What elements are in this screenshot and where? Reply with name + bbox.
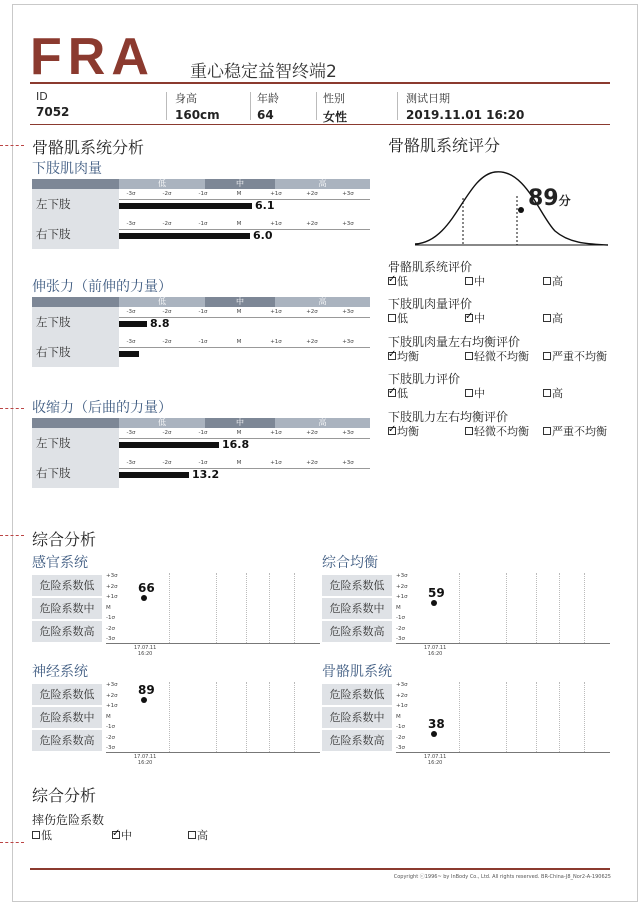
scale-label: 中 bbox=[205, 179, 275, 189]
fall-risk-title: 综合分析 bbox=[32, 786, 97, 805]
grid-line bbox=[216, 573, 217, 643]
bell-curve-chart bbox=[410, 166, 610, 250]
info-height-label: 身高 bbox=[175, 92, 197, 105]
risk-panel bbox=[322, 573, 610, 656]
evaluation-title: 下肢肌力左右均衡评价 bbox=[388, 410, 509, 424]
fall-risk-subtitle: 摔伤危险系数 bbox=[32, 813, 105, 827]
sigma-tick: -3σ bbox=[396, 636, 405, 642]
option-label: 中 bbox=[474, 275, 485, 288]
panel-title: 综合均衡 bbox=[322, 555, 378, 571]
risk-label: 危险系数高 bbox=[32, 621, 102, 642]
date-label bbox=[134, 754, 156, 766]
risk-point bbox=[141, 697, 147, 703]
risk-panel bbox=[32, 573, 320, 656]
header-rule bbox=[30, 82, 610, 84]
info-height bbox=[175, 90, 220, 122]
evaluation-option[interactable] bbox=[465, 423, 529, 439]
row-label: 右下肢 bbox=[32, 458, 119, 488]
checkbox-icon[interactable] bbox=[465, 277, 473, 285]
risk-point bbox=[431, 731, 437, 737]
time-line: 16:20 bbox=[427, 760, 443, 766]
info-sex-label: 性别 bbox=[323, 92, 345, 105]
evaluation-option[interactable] bbox=[465, 310, 485, 326]
checkbox-icon[interactable] bbox=[388, 389, 396, 397]
option-label: 高 bbox=[552, 312, 563, 325]
checkbox-icon[interactable] bbox=[388, 352, 396, 360]
fall-risk-option[interactable] bbox=[112, 827, 132, 843]
tick-label: +1σ bbox=[270, 191, 282, 197]
tick-label: -3σ bbox=[126, 430, 136, 436]
info-id bbox=[36, 90, 69, 119]
scale-label: 低 bbox=[119, 297, 205, 307]
info-date bbox=[406, 90, 524, 122]
tick-label: +1σ bbox=[270, 460, 282, 466]
section-title: 收缩力（后曲的力量） bbox=[32, 400, 172, 416]
bar-table-header bbox=[32, 297, 370, 307]
tick-label: -1σ bbox=[198, 339, 208, 345]
axis-line bbox=[119, 468, 370, 469]
bar bbox=[119, 203, 252, 209]
tick-label: -2σ bbox=[162, 309, 172, 315]
baseline bbox=[106, 643, 320, 644]
fall-risk-option[interactable] bbox=[188, 827, 208, 843]
grid-line bbox=[506, 682, 507, 752]
option-label: 均衡 bbox=[397, 350, 419, 363]
sigma-tick: +1σ bbox=[106, 703, 118, 709]
bar-area bbox=[119, 337, 370, 367]
divider bbox=[397, 92, 398, 120]
evaluation-option[interactable] bbox=[388, 385, 408, 401]
evaluation-option[interactable] bbox=[543, 310, 563, 326]
grid-line bbox=[459, 682, 460, 752]
evaluation-option[interactable] bbox=[388, 273, 408, 289]
bar-table-header bbox=[32, 418, 370, 428]
option-label: 均衡 bbox=[397, 425, 419, 438]
report-subtitle: 重心稳定益智终端2 bbox=[190, 62, 337, 82]
divider bbox=[250, 92, 251, 120]
evaluation-option[interactable] bbox=[465, 348, 529, 364]
risk-label: 危险系数高 bbox=[322, 621, 392, 642]
grid-line bbox=[559, 573, 560, 643]
tick-label: +2σ bbox=[306, 221, 318, 227]
risk-panel bbox=[32, 682, 320, 765]
evaluation-option[interactable] bbox=[465, 273, 485, 289]
option-label: 低 bbox=[397, 387, 408, 400]
scale-label: 中 bbox=[205, 297, 275, 307]
bar-table-header bbox=[32, 179, 370, 189]
scale-label: 高 bbox=[275, 418, 370, 428]
row-label: 左下肢 bbox=[32, 307, 119, 337]
score-title: 骨骼肌系统评分 bbox=[388, 136, 501, 155]
date-label bbox=[424, 645, 446, 657]
sigma-tick: +2σ bbox=[106, 692, 118, 699]
date-line: 17.07.11 bbox=[424, 754, 447, 760]
info-id-value: 7052 bbox=[36, 105, 70, 119]
checkbox-icon[interactable] bbox=[543, 352, 551, 360]
evaluation-option[interactable] bbox=[543, 385, 563, 401]
bar-row bbox=[32, 458, 370, 488]
divider bbox=[166, 92, 167, 120]
risk-label: 危险系数低 bbox=[32, 575, 102, 596]
checkbox-icon[interactable] bbox=[543, 314, 551, 322]
grid-line bbox=[584, 682, 585, 752]
bar-area bbox=[119, 307, 370, 337]
scale-label: 高 bbox=[275, 297, 370, 307]
checkbox-icon[interactable] bbox=[188, 831, 196, 839]
option-label: 高 bbox=[552, 387, 563, 400]
info-age-value: 64 bbox=[257, 108, 274, 122]
option-label: 高 bbox=[552, 275, 563, 288]
grid-line bbox=[294, 682, 295, 752]
sigma-tick: -2σ bbox=[106, 625, 115, 632]
risk-label: 危险系数低 bbox=[32, 684, 102, 705]
bar-table bbox=[32, 179, 370, 249]
tick-label: -2σ bbox=[162, 191, 172, 197]
grid-line bbox=[536, 682, 537, 752]
sigma-tick: -3σ bbox=[396, 745, 405, 751]
option-label: 中 bbox=[121, 829, 132, 842]
baseline bbox=[396, 643, 610, 644]
tick-label: -3σ bbox=[126, 191, 136, 197]
bar-value: 8.8 bbox=[150, 317, 170, 330]
risk-value: 89 bbox=[138, 682, 155, 697]
date-label bbox=[134, 645, 156, 657]
tick-label: +1σ bbox=[270, 221, 282, 227]
sigma-tick: +2σ bbox=[396, 583, 408, 590]
risk-panel bbox=[322, 682, 610, 765]
option-label: 低 bbox=[397, 312, 408, 325]
bar-row bbox=[32, 219, 370, 249]
bar-area bbox=[119, 219, 370, 249]
risk-label: 危险系数高 bbox=[322, 730, 392, 751]
score-unit: 分 bbox=[558, 194, 571, 208]
header-blank bbox=[32, 179, 119, 189]
sigma-tick: M bbox=[396, 604, 401, 611]
risk-point bbox=[141, 595, 147, 601]
risk-label: 危险系数中 bbox=[322, 707, 392, 728]
bar bbox=[119, 442, 219, 448]
checkbox-icon[interactable] bbox=[32, 831, 40, 839]
score-marker bbox=[518, 207, 524, 213]
option-label: 轻微不均衡 bbox=[474, 425, 529, 438]
sigma-tick: -3σ bbox=[106, 745, 115, 751]
tick-label: +3σ bbox=[342, 460, 354, 466]
option-label: 轻微不均衡 bbox=[474, 350, 529, 363]
risk-value: 59 bbox=[428, 585, 445, 600]
option-label: 低 bbox=[41, 829, 52, 842]
sigma-tick: M bbox=[396, 713, 401, 720]
row-label: 右下肢 bbox=[32, 219, 119, 249]
tick-label: +1σ bbox=[270, 430, 282, 436]
risk-plot bbox=[106, 682, 320, 766]
tick-label: -2σ bbox=[162, 460, 172, 466]
sigma-tick: +1σ bbox=[396, 594, 408, 600]
risk-label: 危险系数中 bbox=[32, 598, 102, 619]
checkbox-icon[interactable] bbox=[388, 277, 396, 285]
tick-label: -1σ bbox=[198, 191, 208, 197]
evaluation-option[interactable] bbox=[543, 273, 563, 289]
sigma-tick: +3σ bbox=[396, 682, 408, 688]
bar-value: 6.0 bbox=[253, 229, 273, 242]
tick-label: -3σ bbox=[126, 339, 136, 345]
date-label bbox=[424, 754, 446, 766]
sigma-tick: +3σ bbox=[106, 573, 118, 579]
sigma-tick: -2σ bbox=[106, 734, 115, 741]
baseline bbox=[106, 752, 320, 753]
option-label: 中 bbox=[474, 312, 485, 325]
info-sex-value: 女性 bbox=[323, 110, 348, 124]
evaluation-option[interactable] bbox=[543, 423, 607, 439]
tick-label: +1σ bbox=[270, 309, 282, 315]
date-line: 17.07.11 bbox=[134, 645, 157, 651]
grid-line bbox=[169, 573, 170, 643]
option-label: 严重不均衡 bbox=[552, 425, 607, 438]
axis-line bbox=[119, 347, 370, 348]
grid-line bbox=[169, 682, 170, 752]
scale-label: 高 bbox=[275, 179, 370, 189]
logo-text: FRA bbox=[30, 30, 155, 78]
grid-line bbox=[216, 682, 217, 752]
risk-label: 危险系数中 bbox=[322, 598, 392, 619]
tick-label: M bbox=[236, 221, 242, 227]
tick-label: -3σ bbox=[126, 309, 136, 315]
tick-label: M bbox=[236, 191, 242, 197]
tick-label: -1σ bbox=[198, 309, 208, 315]
evaluation-option[interactable] bbox=[465, 385, 485, 401]
grid-line bbox=[269, 682, 270, 752]
sigma-tick: +2σ bbox=[396, 692, 408, 699]
info-date-value: 2019.11.01 16:20 bbox=[406, 108, 525, 122]
tick-label: +3σ bbox=[342, 430, 354, 436]
sigma-tick: +3σ bbox=[396, 573, 408, 579]
evaluation-title: 骨骼肌系统评价 bbox=[388, 260, 473, 274]
grid-line bbox=[559, 682, 560, 752]
tick-label: +2σ bbox=[306, 339, 318, 345]
tick-label: M bbox=[236, 430, 242, 436]
sigma-tick: -2σ bbox=[396, 625, 405, 632]
grid-line bbox=[294, 573, 295, 643]
sigma-tick: -1σ bbox=[106, 615, 115, 621]
bar-row bbox=[32, 428, 370, 458]
checkbox-icon[interactable] bbox=[543, 427, 551, 435]
sigma-tick: -1σ bbox=[396, 724, 405, 730]
checkbox-icon[interactable] bbox=[465, 389, 473, 397]
margin-dash bbox=[0, 408, 24, 409]
sigma-tick: +3σ bbox=[106, 682, 118, 688]
evaluation-option[interactable] bbox=[388, 310, 408, 326]
bar-area bbox=[119, 458, 370, 488]
panel-title: 神经系统 bbox=[32, 664, 88, 680]
tick-label: -2σ bbox=[162, 221, 172, 227]
bar-row bbox=[32, 307, 370, 337]
info-date-label: 测试日期 bbox=[406, 92, 450, 105]
panel-title: 感官系统 bbox=[32, 555, 88, 571]
bell-curve bbox=[415, 172, 608, 245]
sigma-tick: +2σ bbox=[106, 583, 118, 590]
tick-label: M bbox=[236, 460, 242, 466]
fall-risk-option[interactable] bbox=[32, 827, 52, 843]
header-bottom-rule bbox=[30, 124, 610, 125]
tick-label: M bbox=[236, 309, 242, 315]
sigma-tick: +1σ bbox=[396, 703, 408, 709]
bar-value: 6.1 bbox=[255, 199, 275, 212]
sigma-tick: -2σ bbox=[396, 734, 405, 741]
row-label: 左下肢 bbox=[32, 428, 119, 458]
row-label: 左下肢 bbox=[32, 189, 119, 219]
tick-label: -1σ bbox=[198, 460, 208, 466]
date-line: 17.07.11 bbox=[134, 754, 157, 760]
risk-value: 66 bbox=[138, 581, 155, 596]
sigma-tick: M bbox=[106, 713, 111, 720]
checkbox-icon[interactable] bbox=[543, 389, 551, 397]
time-line: 16:20 bbox=[427, 651, 443, 657]
tick-label: +1σ bbox=[270, 339, 282, 345]
margin-dash bbox=[0, 535, 24, 536]
evaluation-option[interactable] bbox=[388, 348, 419, 364]
panel-title: 骨骼肌系统 bbox=[322, 664, 392, 680]
tick-label: -2σ bbox=[162, 339, 172, 345]
tick-label: +3σ bbox=[342, 221, 354, 227]
grid-line bbox=[459, 573, 460, 643]
row-label: 右下肢 bbox=[32, 337, 119, 367]
baseline bbox=[396, 752, 610, 753]
copyright: Copyright ⓒ1996~ by InBody Co., Ltd. All rights reserved. BR-China-J8_Nor2-A-190625 bbox=[393, 874, 611, 880]
axis-line bbox=[119, 229, 370, 230]
info-age-label: 年龄 bbox=[257, 92, 279, 105]
time-line: 16:20 bbox=[137, 651, 153, 657]
grid-line bbox=[536, 573, 537, 643]
comprehensive-title: 综合分析 bbox=[32, 530, 97, 549]
grid-line bbox=[246, 573, 247, 643]
tick-label: -3σ bbox=[126, 221, 136, 227]
grid-line bbox=[584, 573, 585, 643]
date-line: 17.07.11 bbox=[424, 645, 447, 651]
info-id-label: ID bbox=[36, 90, 48, 103]
bar-value: 16.8 bbox=[222, 438, 250, 451]
tick-label: -3σ bbox=[126, 460, 136, 466]
sigma-tick: -1σ bbox=[396, 615, 405, 621]
checkbox-icon[interactable] bbox=[388, 314, 396, 322]
bar-table bbox=[32, 297, 370, 367]
tick-label: M bbox=[236, 339, 242, 345]
checkbox-icon[interactable] bbox=[465, 314, 473, 322]
scale-label: 中 bbox=[205, 418, 275, 428]
bar bbox=[119, 321, 147, 327]
info-height-value: 160cm bbox=[175, 108, 220, 122]
bar-table bbox=[32, 418, 370, 488]
option-label: 严重不均衡 bbox=[552, 350, 607, 363]
sigma-tick: +1σ bbox=[106, 594, 118, 600]
risk-point bbox=[431, 600, 437, 606]
option-label: 中 bbox=[474, 387, 485, 400]
time-line: 16:20 bbox=[137, 760, 153, 766]
bar-row bbox=[32, 189, 370, 219]
evaluation-title: 下肢肌肉量左右均衡评价 bbox=[388, 335, 521, 349]
grid-line bbox=[246, 682, 247, 752]
bar bbox=[119, 472, 189, 478]
option-label: 高 bbox=[197, 829, 208, 842]
bar bbox=[119, 233, 250, 239]
grid-line bbox=[506, 573, 507, 643]
score-value: 89分 bbox=[528, 186, 571, 211]
tick-label: +3σ bbox=[342, 339, 354, 345]
scale-label: 低 bbox=[119, 179, 205, 189]
risk-label: 危险系数中 bbox=[32, 707, 102, 728]
margin-dash bbox=[0, 842, 24, 843]
info-age bbox=[257, 90, 279, 122]
axis-line bbox=[119, 199, 370, 200]
bar-row bbox=[32, 337, 370, 367]
tick-label: +2σ bbox=[306, 460, 318, 466]
fra-logo bbox=[30, 30, 182, 78]
evaluation-title: 下肢肌肉量评价 bbox=[388, 297, 473, 311]
tick-label: -1σ bbox=[198, 221, 208, 227]
tick-label: +3σ bbox=[342, 191, 354, 197]
tick-label: -2σ bbox=[162, 430, 172, 436]
grid-line bbox=[269, 573, 270, 643]
risk-plot bbox=[106, 573, 320, 657]
evaluation-title: 下肢肌力评价 bbox=[388, 372, 461, 386]
checkbox-icon[interactable] bbox=[112, 831, 120, 839]
checkbox-icon[interactable] bbox=[388, 427, 396, 435]
tick-label: +2σ bbox=[306, 309, 318, 315]
risk-label: 危险系数高 bbox=[32, 730, 102, 751]
bar-area bbox=[119, 428, 370, 458]
risk-plot bbox=[396, 682, 610, 766]
sigma-tick: -3σ bbox=[106, 636, 115, 642]
risk-label: 危险系数低 bbox=[322, 684, 392, 705]
section-title: 下肢肌肉量 bbox=[32, 161, 102, 177]
section-title: 伸张力（前伸的力量） bbox=[32, 279, 172, 295]
footer-rule bbox=[30, 868, 610, 870]
tick-label: +3σ bbox=[342, 309, 354, 315]
musculo-title: 骨骼肌系统分析 bbox=[32, 138, 145, 157]
bar-value: 13.2 bbox=[192, 468, 220, 481]
bar bbox=[119, 351, 139, 357]
risk-value: 38 bbox=[428, 717, 445, 732]
divider bbox=[316, 92, 317, 120]
tick-label: +2σ bbox=[306, 430, 318, 436]
tick-label: -1σ bbox=[198, 430, 208, 436]
tick-label: +2σ bbox=[306, 191, 318, 197]
checkbox-icon[interactable] bbox=[465, 352, 473, 360]
risk-label: 危险系数低 bbox=[322, 575, 392, 596]
evaluation-option[interactable] bbox=[543, 348, 607, 364]
checkbox-icon[interactable] bbox=[543, 277, 551, 285]
bar-area bbox=[119, 189, 370, 219]
margin-dash bbox=[0, 145, 24, 146]
evaluation-option[interactable] bbox=[388, 423, 419, 439]
sigma-tick: -1σ bbox=[106, 724, 115, 730]
header-blank bbox=[32, 418, 119, 428]
info-sex bbox=[323, 90, 347, 125]
option-label: 低 bbox=[397, 275, 408, 288]
risk-plot bbox=[396, 573, 610, 657]
header-blank bbox=[32, 297, 119, 307]
scale-label: 低 bbox=[119, 418, 205, 428]
sigma-tick: M bbox=[106, 604, 111, 611]
checkbox-icon[interactable] bbox=[465, 427, 473, 435]
